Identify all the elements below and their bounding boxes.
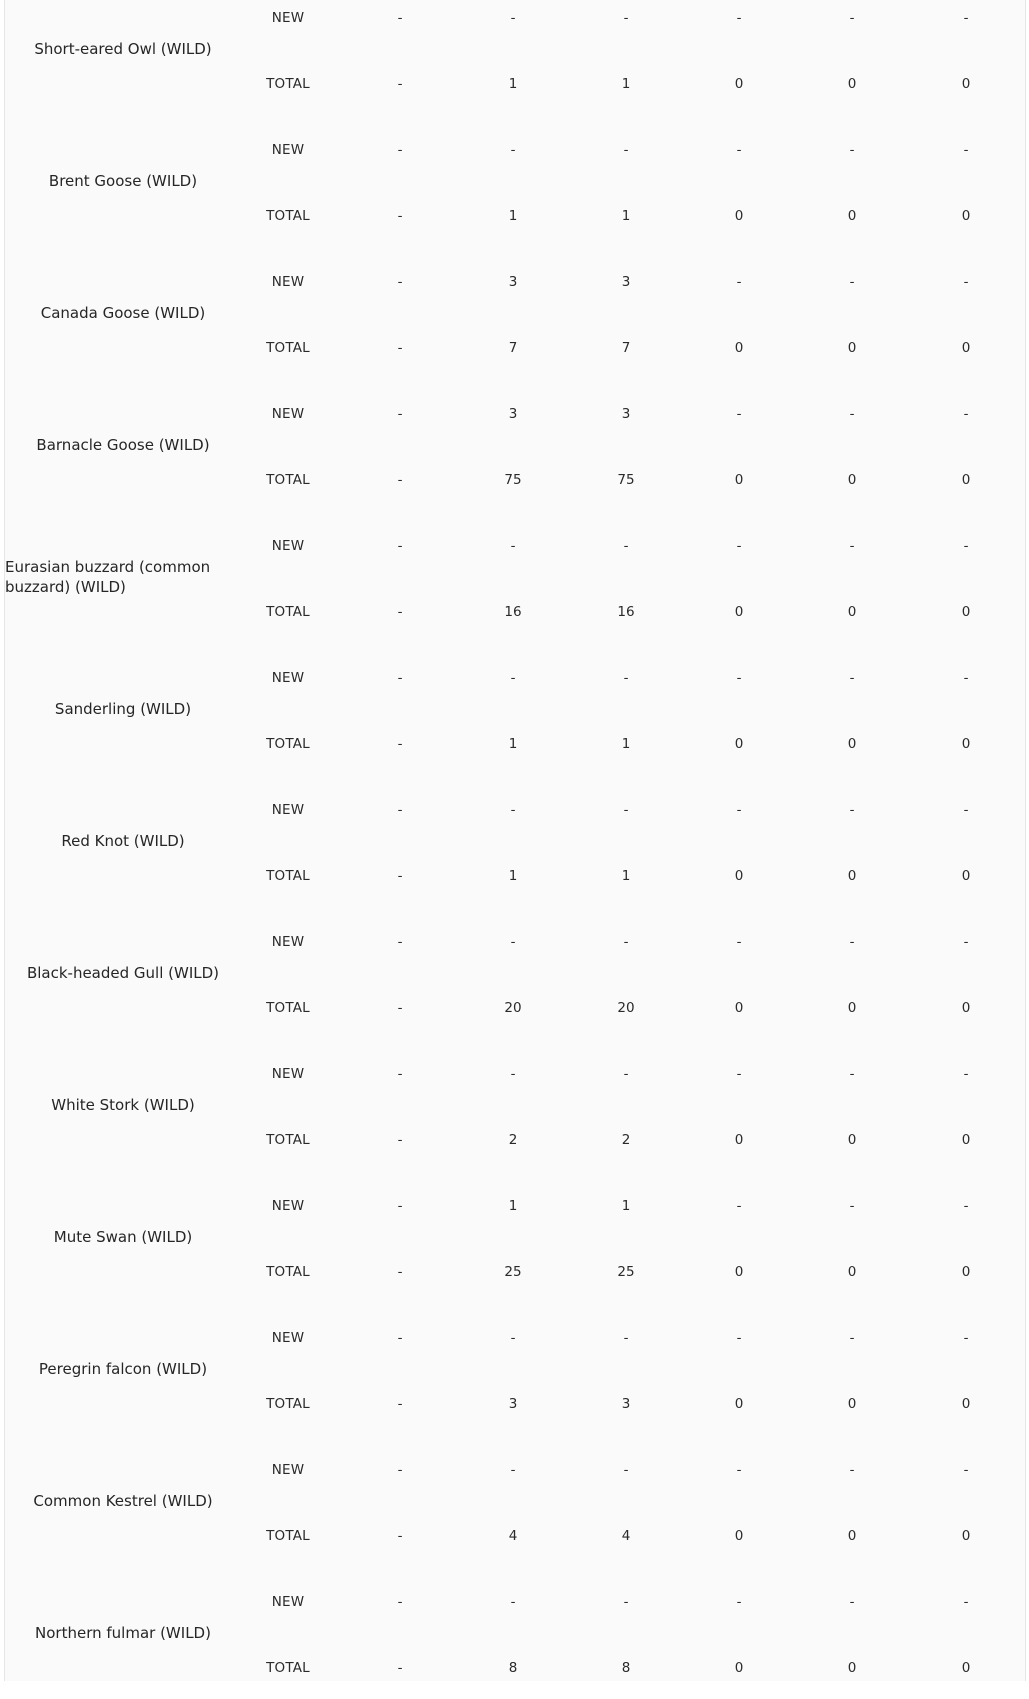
table-row <box>5 1526 1025 1546</box>
value-cell: 75 <box>504 472 522 488</box>
value-cell: 0 <box>734 736 744 752</box>
value-cell: - <box>849 1330 855 1346</box>
value-cell: - <box>397 1594 403 1610</box>
value-cell: - <box>397 736 403 752</box>
value-cell: - <box>849 538 855 554</box>
value-cell: 1 <box>621 208 631 224</box>
species-name: Sanderling (WILD) <box>54 700 192 718</box>
species-name: Barnacle Goose (WILD) <box>36 436 210 454</box>
value-cell: 4 <box>621 1528 631 1544</box>
value-cell: 0 <box>961 76 971 92</box>
value-cell: - <box>623 670 629 686</box>
value-cell: - <box>397 802 403 818</box>
value-cell: - <box>510 142 516 158</box>
value-cell: 0 <box>847 1264 857 1280</box>
value-cell: 0 <box>847 1396 857 1412</box>
row-type-label: NEW <box>271 274 305 290</box>
value-cell: - <box>963 1462 969 1478</box>
row-type-label: TOTAL <box>266 208 310 224</box>
value-cell: - <box>510 802 516 818</box>
value-cell: - <box>397 340 403 356</box>
table-row <box>5 470 1025 490</box>
table-row <box>5 206 1025 226</box>
row-type-label: NEW <box>271 406 305 422</box>
table-row <box>5 272 1025 292</box>
value-cell: - <box>397 1330 403 1346</box>
value-cell: - <box>397 472 403 488</box>
value-cell: - <box>397 76 403 92</box>
species-block <box>5 511 1025 643</box>
table-row <box>5 866 1025 886</box>
row-type-label: NEW <box>271 802 305 818</box>
species-block <box>5 907 1025 1039</box>
value-cell: 8 <box>621 1660 631 1676</box>
value-cell: 3 <box>621 1396 631 1412</box>
value-cell: 0 <box>734 76 744 92</box>
value-cell: - <box>510 10 516 26</box>
value-cell: - <box>736 1462 742 1478</box>
value-cell: 3 <box>621 406 631 422</box>
value-cell: - <box>963 538 969 554</box>
value-cell: 0 <box>961 1396 971 1412</box>
value-cell: - <box>623 934 629 950</box>
value-cell: - <box>623 142 629 158</box>
row-type-label: TOTAL <box>266 1000 310 1016</box>
value-cell: - <box>963 1198 969 1214</box>
species-block <box>5 247 1025 379</box>
value-cell: - <box>510 1462 516 1478</box>
value-cell: - <box>397 868 403 884</box>
table-row <box>5 1658 1025 1678</box>
value-cell: 3 <box>508 274 518 290</box>
row-type-label: TOTAL <box>266 868 310 884</box>
value-cell: - <box>736 934 742 950</box>
value-cell: 3 <box>508 1396 518 1412</box>
value-cell: 1 <box>508 868 518 884</box>
value-cell: - <box>963 1594 969 1610</box>
value-cell: - <box>849 1198 855 1214</box>
row-type-label: NEW <box>271 538 305 554</box>
row-type-label: TOTAL <box>266 1528 310 1544</box>
table-row <box>5 602 1025 622</box>
species-block <box>5 1303 1025 1435</box>
value-cell: - <box>963 406 969 422</box>
species-block <box>5 1171 1025 1303</box>
row-type-label: TOTAL <box>266 736 310 752</box>
value-cell: 0 <box>734 604 744 620</box>
value-cell: - <box>397 406 403 422</box>
species-table <box>4 0 1026 1681</box>
value-cell: 16 <box>504 604 522 620</box>
value-cell: 0 <box>734 1264 744 1280</box>
species-name: Peregrin falcon (WILD) <box>38 1360 208 1378</box>
value-cell: 0 <box>961 1264 971 1280</box>
value-cell: 0 <box>847 868 857 884</box>
row-type-label: NEW <box>271 1066 305 1082</box>
value-cell: 0 <box>847 1660 857 1676</box>
value-cell: - <box>736 1066 742 1082</box>
table-row <box>5 8 1025 28</box>
species-name: Mute Swan (WILD) <box>53 1228 193 1246</box>
value-cell: - <box>963 934 969 950</box>
value-cell: - <box>397 208 403 224</box>
value-cell: - <box>510 934 516 950</box>
species-name: Common Kestrel (WILD) <box>33 1492 213 1510</box>
value-cell: - <box>963 142 969 158</box>
value-cell: - <box>623 538 629 554</box>
value-cell: - <box>736 406 742 422</box>
value-cell: 20 <box>504 1000 522 1016</box>
species-name: Red Knot (WILD) <box>61 832 185 850</box>
value-cell: - <box>736 1594 742 1610</box>
species-block <box>5 115 1025 247</box>
value-cell: 1 <box>508 1198 518 1214</box>
value-cell: - <box>963 1066 969 1082</box>
value-cell: - <box>963 670 969 686</box>
row-type-label: TOTAL <box>266 1660 310 1676</box>
value-cell: 0 <box>961 868 971 884</box>
table-row <box>5 1196 1025 1216</box>
value-cell: - <box>397 274 403 290</box>
value-cell: - <box>736 1330 742 1346</box>
table-row <box>5 536 1025 556</box>
table-row <box>5 668 1025 688</box>
value-cell: - <box>849 406 855 422</box>
value-cell: - <box>736 274 742 290</box>
value-cell: 1 <box>621 76 631 92</box>
value-cell: - <box>397 10 403 26</box>
table-row <box>5 338 1025 358</box>
value-cell: - <box>736 802 742 818</box>
value-cell: 16 <box>617 604 635 620</box>
value-cell: - <box>849 1594 855 1610</box>
value-cell: - <box>736 1198 742 1214</box>
value-cell: 1 <box>508 76 518 92</box>
value-cell: 75 <box>617 472 635 488</box>
value-cell: - <box>623 10 629 26</box>
species-block <box>5 379 1025 511</box>
value-cell: - <box>623 1330 629 1346</box>
table-row <box>5 734 1025 754</box>
table-row <box>5 1262 1025 1282</box>
value-cell: 0 <box>734 1000 744 1016</box>
row-type-label: TOTAL <box>266 1132 310 1148</box>
value-cell: 0 <box>961 1132 971 1148</box>
species-block <box>5 643 1025 775</box>
value-cell: 0 <box>847 1528 857 1544</box>
value-cell: - <box>849 1066 855 1082</box>
row-type-label: NEW <box>271 10 305 26</box>
table-row <box>5 800 1025 820</box>
value-cell: - <box>849 670 855 686</box>
species-name: White Stork (WILD) <box>51 1096 195 1114</box>
value-cell: - <box>397 1264 403 1280</box>
value-cell: 1 <box>621 1198 631 1214</box>
value-cell: 0 <box>734 868 744 884</box>
row-type-label: TOTAL <box>266 340 310 356</box>
value-cell: 0 <box>961 208 971 224</box>
value-cell: - <box>963 1330 969 1346</box>
value-cell: 0 <box>734 340 744 356</box>
value-cell: 0 <box>847 472 857 488</box>
value-cell: - <box>736 538 742 554</box>
value-cell: 0 <box>847 1132 857 1148</box>
table-row <box>5 1328 1025 1348</box>
value-cell: - <box>963 802 969 818</box>
value-cell: - <box>849 274 855 290</box>
value-cell: - <box>397 1198 403 1214</box>
value-cell: - <box>510 1066 516 1082</box>
value-cell: - <box>510 538 516 554</box>
value-cell: - <box>623 1594 629 1610</box>
value-cell: - <box>963 10 969 26</box>
table-row <box>5 998 1025 1018</box>
value-cell: 3 <box>508 406 518 422</box>
value-cell: 0 <box>961 340 971 356</box>
value-cell: 0 <box>961 604 971 620</box>
value-cell: 0 <box>847 340 857 356</box>
value-cell: 0 <box>734 1132 744 1148</box>
value-cell: 0 <box>847 736 857 752</box>
row-type-label: NEW <box>271 1594 305 1610</box>
value-cell: 7 <box>621 340 631 356</box>
value-cell: 25 <box>504 1264 522 1280</box>
value-cell: - <box>623 802 629 818</box>
value-cell: 0 <box>961 1000 971 1016</box>
value-cell: - <box>623 1462 629 1478</box>
value-cell: - <box>397 1132 403 1148</box>
value-cell: - <box>397 604 403 620</box>
value-cell: - <box>736 670 742 686</box>
value-cell: 2 <box>621 1132 631 1148</box>
value-cell: - <box>397 1396 403 1412</box>
table-row <box>5 404 1025 424</box>
value-cell: 8 <box>508 1660 518 1676</box>
value-cell: 0 <box>961 472 971 488</box>
row-type-label: NEW <box>271 670 305 686</box>
row-type-label: NEW <box>271 934 305 950</box>
row-type-label: NEW <box>271 142 305 158</box>
table-row <box>5 74 1025 94</box>
value-cell: 7 <box>508 340 518 356</box>
value-cell: 1 <box>508 736 518 752</box>
value-cell: 25 <box>617 1264 635 1280</box>
row-type-label: TOTAL <box>266 76 310 92</box>
value-cell: - <box>397 538 403 554</box>
species-block <box>5 775 1025 907</box>
value-cell: - <box>849 142 855 158</box>
value-cell: - <box>397 1000 403 1016</box>
value-cell: - <box>510 1594 516 1610</box>
row-type-label: TOTAL <box>266 1264 310 1280</box>
value-cell: 0 <box>847 604 857 620</box>
species-block <box>5 1039 1025 1171</box>
value-cell: 1 <box>621 868 631 884</box>
table-row <box>5 1460 1025 1480</box>
species-name: Short-eared Owl (WILD) <box>34 40 212 58</box>
table-row <box>5 140 1025 160</box>
value-cell: 0 <box>734 1396 744 1412</box>
value-cell: 3 <box>621 274 631 290</box>
species-name: Northern fulmar (WILD) <box>35 1624 211 1642</box>
species-name: Canada Goose (WILD) <box>40 304 206 322</box>
value-cell: - <box>736 10 742 26</box>
table-row <box>5 1064 1025 1084</box>
value-cell: 0 <box>734 472 744 488</box>
value-cell: 0 <box>734 208 744 224</box>
table-row <box>5 1394 1025 1414</box>
table-row <box>5 1130 1025 1150</box>
value-cell: - <box>736 142 742 158</box>
value-cell: - <box>397 142 403 158</box>
species-block <box>5 1435 1025 1567</box>
value-cell: - <box>397 670 403 686</box>
value-cell: 1 <box>621 736 631 752</box>
species-name: Eurasian buzzard (common buzzard) (WILD) <box>5 558 211 596</box>
value-cell: 1 <box>508 208 518 224</box>
value-cell: 0 <box>734 1660 744 1676</box>
row-type-label: NEW <box>271 1462 305 1478</box>
value-cell: - <box>510 670 516 686</box>
value-cell: 0 <box>847 1000 857 1016</box>
value-cell: 0 <box>734 1528 744 1544</box>
value-cell: - <box>397 1528 403 1544</box>
species-name: Brent Goose (WILD) <box>48 172 198 190</box>
species-name: Black-headed Gull (WILD) <box>26 964 220 982</box>
value-cell: - <box>849 934 855 950</box>
value-cell: - <box>397 1462 403 1478</box>
value-cell: 20 <box>617 1000 635 1016</box>
value-cell: 0 <box>847 76 857 92</box>
value-cell: - <box>510 1330 516 1346</box>
value-cell: 0 <box>961 1660 971 1676</box>
value-cell: - <box>849 1462 855 1478</box>
value-cell: 4 <box>508 1528 518 1544</box>
value-cell: - <box>397 1066 403 1082</box>
value-cell: 2 <box>508 1132 518 1148</box>
value-cell: 0 <box>847 208 857 224</box>
value-cell: - <box>397 934 403 950</box>
value-cell: - <box>623 1066 629 1082</box>
value-cell: - <box>397 1660 403 1676</box>
species-block <box>5 1567 1025 1699</box>
row-type-label: NEW <box>271 1330 305 1346</box>
value-cell: 0 <box>961 736 971 752</box>
row-type-label: NEW <box>271 1198 305 1214</box>
table-row <box>5 932 1025 952</box>
row-type-label: TOTAL <box>266 472 310 488</box>
row-type-label: TOTAL <box>266 604 310 620</box>
value-cell: - <box>963 274 969 290</box>
value-cell: - <box>849 802 855 818</box>
value-cell: - <box>849 10 855 26</box>
table-row <box>5 1592 1025 1612</box>
value-cell: 0 <box>961 1528 971 1544</box>
row-type-label: TOTAL <box>266 1396 310 1412</box>
